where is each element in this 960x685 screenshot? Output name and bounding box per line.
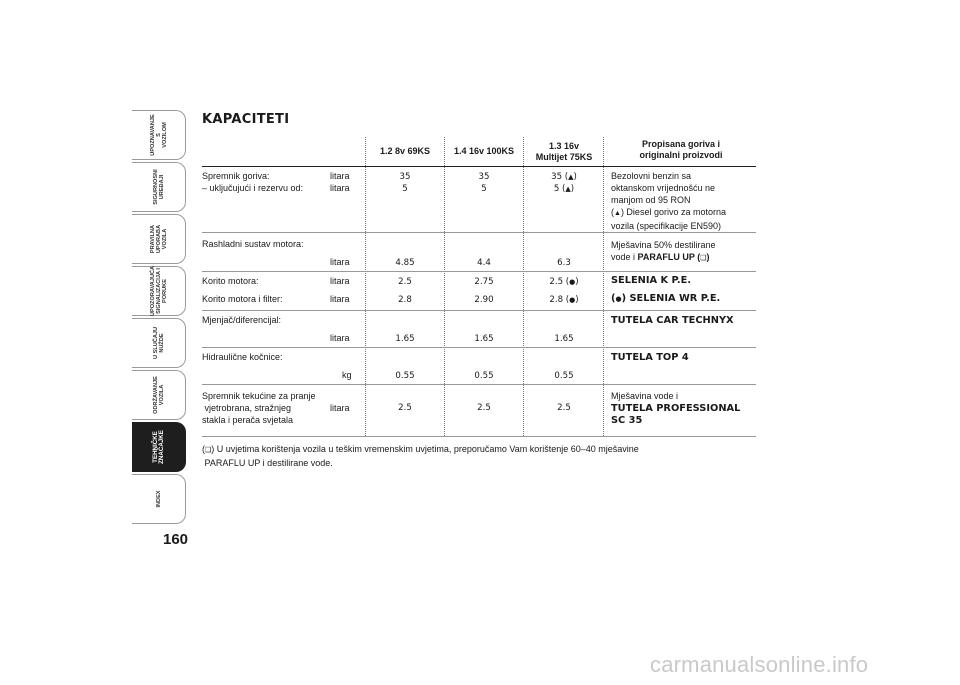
product-fuel: Bezolovni benzin sa oktanskom vrijednošću ne manjom od 95 RON — [611, 171, 716, 205]
product-washer-brand: TUTELA PROFESSIONAL SC 35 — [611, 403, 741, 426]
cell-gearbox-col3: 1.65 — [554, 334, 574, 344]
header-col-4: Propisana goriva i originalni proizvodi — [639, 139, 723, 160]
tab-label: UPOZNAVANJE S VOZILOM — [149, 114, 168, 156]
row-label-sump-filter: Korito motora i filter: — [202, 294, 283, 304]
cell-sump-filter-col3: 2.8 (●) — [549, 295, 579, 305]
row-unit-coolant: litara — [330, 257, 350, 267]
tab-upoznavanje[interactable] — [132, 110, 186, 160]
square-icon: ❑ — [700, 255, 707, 262]
row-label-fuel: Spremnik goriva: – uključujući i rezervu od: — [202, 171, 304, 193]
row-label-coolant: Rashladni sustav motora: — [202, 239, 304, 249]
row-rule — [202, 232, 756, 233]
cell-gearbox-col1: 1.65 — [395, 334, 415, 344]
row-unit-sump: litara — [330, 276, 350, 286]
cell-sump-col1: 2.5 — [398, 277, 412, 287]
row-unit-washer: litara — [330, 403, 350, 413]
cell-fuel-reserve-col3: 5 (▲) — [553, 184, 575, 194]
row-unit-gearbox: litara — [330, 333, 350, 343]
tab-upozoravajuca[interactable] — [132, 266, 186, 316]
tab-pravilna-uporaba[interactable] — [132, 214, 186, 264]
cell-washer-col2: 2.5 — [477, 403, 491, 413]
triangle-icon: ▲ — [614, 210, 621, 217]
cell-sump-col3: 2.5 (●) — [549, 277, 579, 287]
product-gearbox: TUTELA CAR TECHNYX — [611, 315, 734, 326]
row-label-brakes: Hidraulične kočnice: — [202, 352, 283, 362]
cell-washer-col1: 2.5 — [398, 403, 412, 413]
product-sump: SELENIA K P.E. — [611, 275, 692, 286]
watermark: carmanualsonline.info — [650, 652, 869, 677]
product-brakes: TUTELA TOP 4 — [611, 352, 689, 363]
cell-brakes-col3: 0.55 — [554, 371, 574, 381]
triangle-icon: ▲ — [568, 173, 574, 181]
tab-label: SIGURNOSNI UREĐAJI — [152, 169, 165, 205]
page-title: KAPACITETI — [202, 112, 290, 127]
product-diesel: (▲) Diesel gorivo za motorna vozila (specifikacije EN590) — [611, 207, 726, 231]
tab-label: TEHNIČKE ZNAČAJKE — [151, 430, 165, 464]
row-label-gearbox: Mjenjač/diferencijal: — [202, 315, 282, 325]
row-unit-sump-filter: litara — [330, 294, 350, 304]
row-rule — [202, 384, 756, 385]
cell-fuel-col3: 35 (▲) — [551, 172, 577, 182]
product-sump-filter: (●) SELENIA WR P.E. — [611, 293, 721, 304]
cell-coolant-col3: 6.3 — [557, 258, 571, 268]
page-number: 160 — [163, 531, 189, 548]
circle-icon: ● — [615, 295, 622, 303]
tab-index[interactable] — [132, 474, 186, 524]
cell-brakes-col2: 0.55 — [474, 371, 494, 381]
product-coolant: Mješavina 50% destilirane vode i PARAFLU UP (❑) — [611, 240, 716, 262]
cell-brakes-col1: 0.55 — [395, 371, 415, 381]
cell-sump-col2: 2.75 — [474, 277, 494, 287]
row-rule — [202, 271, 756, 272]
row-rule — [202, 310, 756, 311]
row-rule — [202, 347, 756, 348]
circle-icon: ● — [569, 278, 576, 286]
tab-u-slucaju-nuzde[interactable] — [132, 318, 186, 368]
triangle-icon: ▲ — [565, 185, 571, 193]
product-washer: Mješavina vode i — [611, 391, 679, 401]
header-col-3: 1.3 16v Multijet 75KS — [535, 141, 593, 162]
tab-tehnicke-znacajke[interactable] — [132, 422, 186, 472]
cell-sump-filter-col2: 2.90 — [474, 295, 494, 305]
row-unit-brakes: kg — [342, 370, 352, 380]
cell-fuel-col2: 35 5 — [478, 172, 490, 194]
cell-washer-col3: 2.5 — [557, 403, 571, 413]
row-rule — [202, 436, 756, 437]
cell-sump-filter-col1: 2.8 — [398, 295, 412, 305]
tab-label: UPOZORAVAJUĆA SIGNALIZACIJA I PORUKE — [149, 265, 168, 317]
row-label-washer: Spremnik tekućine za pranje vjetrobrana, stražnjeg stakla i perača svjetala — [202, 391, 316, 425]
row-label-sump: Korito motora: — [202, 276, 259, 286]
tab-sigurnosni[interactable] — [132, 162, 186, 212]
tab-label: ODRŽAVANJE VOZILA — [152, 376, 165, 414]
row-unit-fuel: litara litara — [330, 171, 350, 193]
cell-coolant-col2: 4.4 — [477, 258, 491, 268]
cell-fuel-col1: 35 5 — [399, 172, 411, 194]
tab-label: U SLUČAJU NUŽDE — [152, 326, 165, 360]
square-icon: ❑ — [205, 447, 212, 454]
footnote: (❑) U uvjetima korištenja vozila u teškim vremenskim uvjetima, preporučamo Vam korištenje 60–40 mješavine PARAFLU UP i destilirane vode. — [202, 444, 639, 468]
header-rule — [202, 166, 756, 167]
header-col-2: 1.4 16v 100KS — [453, 146, 515, 156]
cell-gearbox-col2: 1.65 — [474, 334, 494, 344]
circle-icon: ● — [569, 296, 576, 304]
tab-odrzavanje[interactable] — [132, 370, 186, 420]
header-col-1: 1.2 8v 69KS — [379, 146, 431, 156]
cell-coolant-col1: 4.85 — [395, 258, 415, 268]
tab-label: PRAVILNA UPORABA VOZILA — [149, 224, 168, 254]
tab-label: INDEX — [155, 490, 162, 508]
